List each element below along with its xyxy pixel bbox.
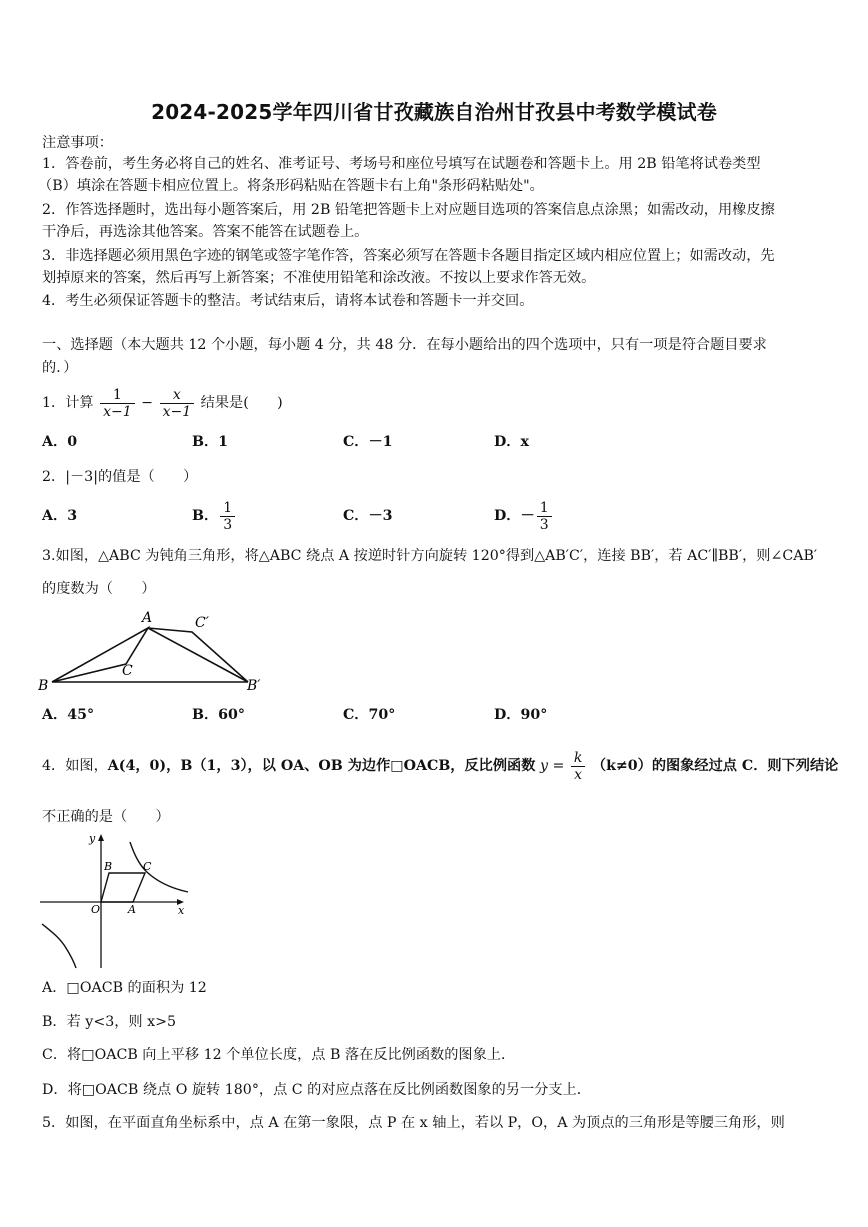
question-2-stem: 2．|－3|的值是（ ） (42, 469, 198, 485)
q4-option-b: B．若 y<3，则 x>5 (42, 1014, 177, 1030)
q4-stem-b: A(4，0)，B（1，3），以 OA、OB 为边作□OACB，反比例函数 (107, 758, 536, 774)
q2-option-a: A．3 (42, 508, 78, 524)
notice-line-3: 2．作答选择题时，选出每小题答案后，用 2B 铅笔把答题卡上对应题目选项的答案信息点涂黑；如需改动，用橡皮擦 (42, 202, 775, 218)
q4-label-a: A (128, 903, 136, 916)
q1-frac2-den: x−1 (160, 403, 195, 420)
q4-k-num: k (573, 749, 583, 766)
q1-prefix: 1．计算 (42, 395, 94, 411)
q2-option-d (494, 494, 554, 538)
q2-option-c: C．－3 (343, 508, 393, 524)
q3-option-b: B．60° (192, 707, 246, 723)
q4-hyperbola-branch-1 (130, 842, 188, 892)
page-title: 2024-2025学年四川省甘孜藏族自治州甘孜县中考数学模试卷 (151, 100, 717, 124)
notice-line-7: 4．考生必须保证答题卡的整洁。考试结束后，请将本试卷和答题卡一并交回。 (42, 293, 534, 309)
q2-option-b (192, 494, 237, 538)
q4-label-y: y (89, 832, 96, 845)
notice-heading: 注意事项： (42, 135, 113, 151)
q2-d-den: 3 (537, 516, 552, 533)
q2-option-d-frac (537, 500, 552, 533)
q2-option-b-frac (220, 500, 235, 533)
q2-b-den: 3 (220, 516, 235, 533)
q1-frac2-num: x (172, 386, 181, 403)
q4-k-den: x (571, 766, 585, 783)
question-4-stem (42, 744, 838, 788)
notice-line-5: 3．非选择题必须用黑色字迹的钢笔或签字笔作答，答案必须写在答题卡各题目指定区域内相应位置上；如需改动，先 (42, 248, 775, 264)
q1-option-b: B．1 (192, 434, 229, 450)
q4-label-b: B (104, 860, 113, 873)
question-4-stem-cont: 不正确的是（ ） (42, 809, 170, 825)
q1-minus: − (141, 395, 154, 411)
q3-label-a: A (142, 610, 153, 626)
q4-parallelogram (101, 873, 145, 902)
notice-line-4: 干净后，再选涂其他答案。答案不能答在试题卷上。 (42, 224, 369, 240)
q4-stem-a: 4．如图， (42, 758, 108, 774)
q4-label-c: C (143, 860, 152, 873)
q4-option-c: C．将□OACB 向上平移 12 个单位长度，点 B 落在反比例函数的图象上． (42, 1047, 516, 1063)
q1-option-c: C．－1 (343, 434, 393, 450)
q3-figure (38, 608, 268, 696)
q1-suffix: 结果是( ) (200, 395, 283, 411)
q4-option-a: A．□OACB 的面积为 12 (42, 980, 207, 996)
q3-triangle-ab2c2 (148, 628, 248, 682)
question-3-stem: 3.如图，△ABC 为钝角三角形，将△ABC 绕点 A 按逆时针方向旋转 120°得到△AB′C′，连接 BB′，若 AC′∥BB′，则∠CAB′ (42, 548, 818, 564)
question-5-stem: 5．如图，在平面直角坐标系中，点 A 在第一象限，点 P 在 x 轴上，若以 P，O，A 为顶点的三角形是等腰三角形，则 (42, 1115, 785, 1131)
q1-option-a: A．0 (42, 434, 78, 450)
q4-k-fraction (571, 750, 585, 783)
q4-hyperbola-branch-2 (42, 924, 76, 968)
q4-option-d: D．将□OACB 绕点 O 旋转 180°，点 C 的对应点落在反比例函数图象的另一分支上． (42, 1082, 591, 1098)
q4-label-o: O (91, 903, 101, 916)
q3-label-b2: B′ (247, 678, 261, 694)
q3-option-a: A．45° (42, 707, 95, 723)
question-1-stem (42, 383, 283, 423)
q4-label-x: x (178, 904, 185, 917)
q3-option-c: C．70° (343, 707, 396, 723)
q3-label-c: C (122, 663, 133, 679)
q4-figure (38, 830, 194, 970)
notice-line-6: 划掉原来的答案，然后再写上新答案；不准使用铅笔和涂改液。不按以上要求作答无效。 (42, 270, 596, 286)
q1-frac1-den: x−1 (100, 403, 135, 420)
q3-triangle-abc (52, 628, 148, 682)
notice-line-2: （B）填涂在答题卡相应位置上。将条形码粘贴在答题卡右上角"条形码粘贴处"。 (38, 178, 544, 194)
q3-label-c2: C′ (195, 615, 209, 631)
q3-label-b: B (38, 678, 49, 694)
q4-y-eq: y = (539, 758, 565, 774)
q2-option-b-label: B． (192, 508, 219, 524)
q2-option-d-label: D．－ (494, 508, 535, 524)
q1-fraction-1 (100, 387, 135, 420)
question-3-stem-cont: 的度数为（ ） (42, 581, 156, 597)
notice-line-1: 1．答卷前，考生务必将自己的姓名、准考证号、考场号和座位号填写在试题卷和答题卡上。用 2B 铅笔将试卷类型 (42, 156, 761, 172)
q2-b-num: 1 (223, 499, 233, 516)
q3-option-d: D．90° (494, 707, 548, 723)
q4-stem-c: （k≠0）的图象经过点 C．则下列结论 (591, 758, 839, 774)
section-heading: 一、选择题（本大题共 12 个小题，每小题 4 分，共 48 分．在每小题给出的四个选项中，只有一项是符合题目要求 (42, 337, 767, 353)
q1-frac1-num: 1 (112, 386, 122, 403)
section-heading-cont: 的．） (42, 360, 78, 376)
q2-d-num: 1 (539, 499, 549, 516)
q4-y-arrow (98, 834, 104, 841)
q1-fraction-2 (160, 387, 195, 420)
q1-option-d: D．x (494, 434, 529, 450)
